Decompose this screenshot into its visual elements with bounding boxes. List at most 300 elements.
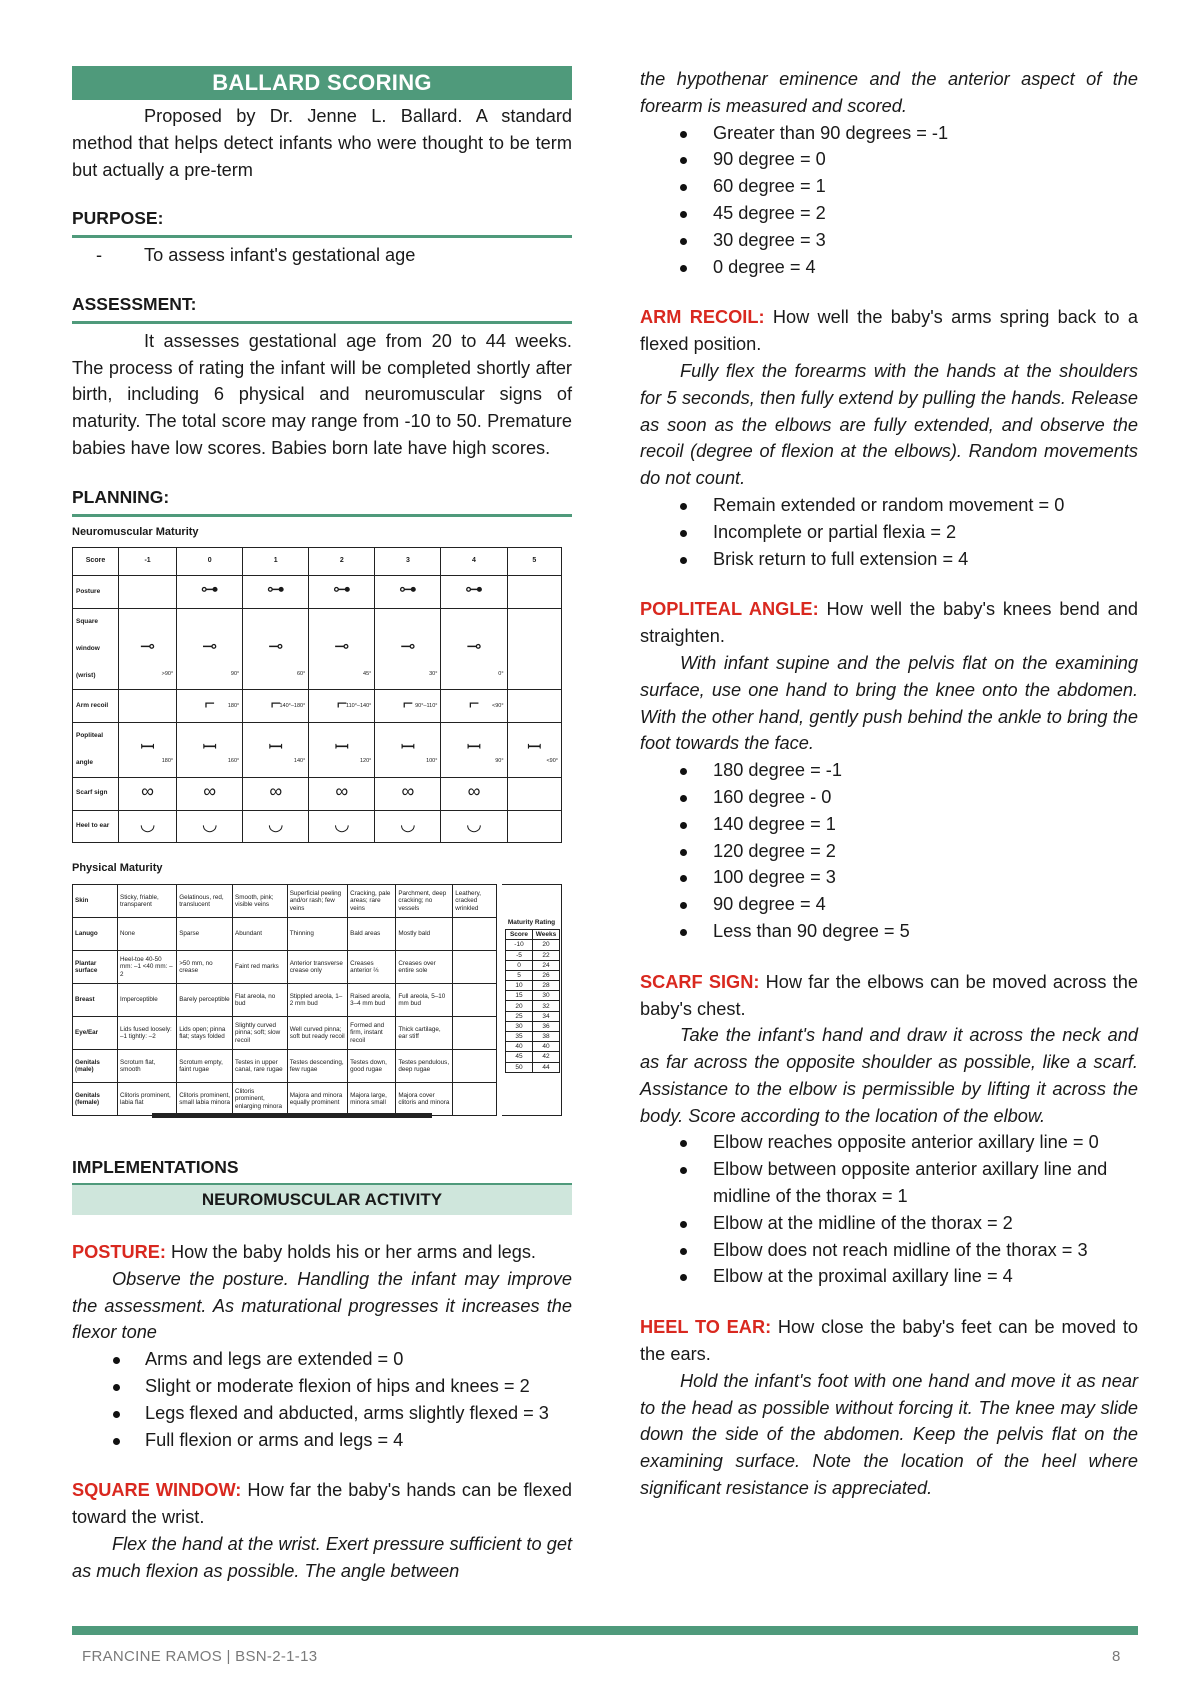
neuro-figure-cell <box>441 576 507 609</box>
phys-cell: Creases anterior ⅔ <box>348 951 396 984</box>
infant-figure-icon: ◡ <box>139 813 156 834</box>
phys-cell: Clitoris prominent, enlarging minora <box>233 1083 288 1116</box>
neuro-row-label: Scarf sign <box>73 777 119 810</box>
sq-item: 0 degree = 4 <box>713 256 816 277</box>
rating-cell: 30 <box>533 991 560 1001</box>
phys-cell: Bald areas <box>348 918 396 951</box>
bullet-dot <box>680 1140 687 1147</box>
neuro-figure-cell <box>375 723 441 778</box>
left-column <box>72 66 572 1584</box>
neuro-figure-cell <box>119 810 177 843</box>
scarf-item: Elbow at the proximal axillary line = 4 <box>713 1266 1013 1287</box>
neuro-score-col-2: 0 <box>177 548 243 576</box>
infant-figure-icon: ꟷ <box>268 737 284 758</box>
assessment-text: It assesses gestational age from 20 to 44 weeks. The process of rating the infant will be completed shortly after birth, including 6 physical and neuromuscular signs of maturity. The total score may range from -10 to 50. Premature babies have low scores. Babies born late have high scores. <box>72 330 572 458</box>
scarf-list <box>640 1129 1138 1290</box>
implementations-heading: IMPLEMENTATIONS <box>72 1157 239 1178</box>
square-window-paragraph <box>72 1477 572 1531</box>
neuro-figure-cell <box>309 810 375 843</box>
phys-cell: Creases over entire sole <box>396 951 453 984</box>
phys-cell: Testes pendulous, deep rugae <box>396 1050 453 1083</box>
table-row <box>506 981 560 991</box>
scarf-item: Elbow at the midline of the thorax = 2 <box>713 1212 1013 1233</box>
popliteal-item: 120 degree = 2 <box>713 840 836 861</box>
infant-figure-icon: ∞ <box>269 780 283 801</box>
arm-recoil-list <box>640 492 1138 572</box>
bullet-dot <box>680 795 687 802</box>
list-item <box>640 838 1138 865</box>
list-item <box>72 242 572 269</box>
popliteal-list <box>640 757 1138 945</box>
list-item <box>640 120 1138 147</box>
page-number: 8 <box>1112 1648 1121 1665</box>
neuro-figure-cell <box>375 777 441 810</box>
bullet-dot <box>680 768 687 775</box>
infant-figure-icon: ⊶ <box>266 579 285 600</box>
posture-item: Full flexion or arms and legs = 4 <box>145 1429 404 1450</box>
bullet-dot <box>680 875 687 882</box>
spacer <box>640 572 1138 596</box>
spacer <box>72 1215 572 1239</box>
infant-figure-icon: ꟷ <box>526 737 542 758</box>
neuro-figure-cell <box>309 608 375 689</box>
bullet-dot <box>680 1274 687 1281</box>
phys-cell: Thinning <box>287 918 347 951</box>
rating-title: Maturity Rating <box>507 919 556 927</box>
table-row <box>506 1001 560 1011</box>
bullet-dot <box>680 265 687 272</box>
infant-figure-icon: ⊸ <box>202 636 218 657</box>
neuro-score-col-1: -1 <box>119 548 177 576</box>
maturity-rating-table <box>505 929 560 1073</box>
neuro-score-col-6: 4 <box>441 548 507 576</box>
infant-figure-icon: ⊶ <box>332 579 351 600</box>
phys-cell <box>453 984 497 1017</box>
physical-maturity-block <box>72 855 572 1116</box>
angle-label: <90° <box>492 703 504 710</box>
rating-cell: 50 <box>506 1062 533 1072</box>
square-window-instructions: Flex the hand at the wrist. Exert pressure sufficient to get as much flexion as possible. The angle between <box>72 1533 572 1581</box>
infant-figure-icon: ⊸ <box>466 636 482 657</box>
list-item <box>640 492 1138 519</box>
infant-figure-icon: ꟷ <box>202 737 217 758</box>
phys-cell: Majora cover clitoris and minora <box>396 1083 453 1116</box>
bullet-dot <box>680 184 687 191</box>
table-row <box>73 1083 497 1116</box>
neuro-figure-cell <box>309 723 375 778</box>
phys-cell: Well curved pinna; soft but ready recoil <box>287 1017 347 1050</box>
main-title-banner: BALLARD SCORING <box>72 66 572 100</box>
phys-cell: Testes in upper canal, rare rugae <box>233 1050 288 1083</box>
phys-cell <box>453 1050 497 1083</box>
rating-cell: 40 <box>506 1042 533 1052</box>
neuro-figure-cell <box>243 576 309 609</box>
neuro-score-header: Score <box>73 548 119 576</box>
rating-cell: 20 <box>506 1001 533 1011</box>
angle-label: 30° <box>429 670 438 677</box>
table-row <box>506 1021 560 1031</box>
table-row <box>506 950 560 960</box>
posture-item: Slight or moderate flexion of hips and knees = 2 <box>145 1375 530 1396</box>
posture-item: Arms and legs are extended = 0 <box>145 1349 404 1370</box>
angle-label: <90° <box>546 757 558 764</box>
phys-cell: Imperceptible <box>118 984 177 1017</box>
popliteal-item: Less than 90 degree = 5 <box>713 920 910 941</box>
table-row <box>73 690 562 723</box>
neuro-figure-cell <box>243 723 309 778</box>
bullet-dot <box>680 238 687 245</box>
neuro-figure-cell <box>309 777 375 810</box>
infant-figure-icon: ◡ <box>201 813 218 834</box>
dash-bullet: - <box>96 245 103 266</box>
infant-figure-icon: ⌐ <box>402 693 414 714</box>
posture-paragraph <box>72 1239 572 1266</box>
angle-label: 110°–140° <box>345 703 372 710</box>
bullet-dot <box>680 211 687 218</box>
scarf-desc: How far the elbows can be moved across the baby's chest. <box>640 971 1139 1019</box>
table-row <box>73 885 497 918</box>
angle-label: >90° <box>161 670 174 677</box>
bullet-dot <box>680 1167 687 1174</box>
right-column <box>640 66 1138 1502</box>
bullet-dot <box>680 849 687 856</box>
infant-figure-icon: ∞ <box>467 780 481 801</box>
scarf-instructions: Take the infant's hand and draw it across the neck and as far across the opposite shoulder as possible, like a scarf. Assistance to the elbow is permissible by lifting it across the body. Score according to the location of the elbow. <box>640 1025 1138 1126</box>
sq-item: Greater than 90 degrees = -1 <box>713 122 949 143</box>
spacer <box>640 1290 1138 1314</box>
phys-cell: Gelatinous, red, translucent <box>177 885 233 918</box>
neuro-figure-cell <box>243 810 309 843</box>
sq-item: 90 degree = 0 <box>713 149 826 170</box>
neuro-figure-cell <box>177 608 243 689</box>
phys-cell: Majora and minora equally prominent <box>287 1083 347 1116</box>
popliteal-item: 180 degree = -1 <box>713 760 842 781</box>
neuro-row-label: Arm recoil <box>73 690 119 723</box>
heel-title: HEEL TO EAR: <box>640 1317 772 1338</box>
assessment-rule <box>72 321 572 324</box>
phys-row-label: Eye/Ear <box>73 1017 118 1050</box>
bullet-dot <box>113 1411 120 1418</box>
heel-instructions: Hold the infant's foot with one hand and move it as near to the head as possible without forcing it. The knee may slide down the side of the abdomen. Keep the pelvis flat on the examining surface. Note the location of the heel where significant resistance is appreciated. <box>640 1370 1138 1499</box>
phys-cell: Abundant <box>233 918 288 951</box>
phys-cell: Scrotum empty, faint rugae <box>177 1050 233 1083</box>
neuro-figure-cell <box>119 723 177 778</box>
list-item <box>640 1237 1138 1264</box>
table-row <box>506 970 560 980</box>
phys-row-label: Lanugo <box>73 918 118 951</box>
arm-item: Remain extended or random movement = 0 <box>713 494 1065 515</box>
square-window-desc: How far the baby's hands can be flexed toward the wrist. <box>72 1480 572 1528</box>
rating-cell: 28 <box>533 981 560 991</box>
phys-cell: Thick cartilage, ear stiff <box>396 1017 453 1050</box>
table-row <box>73 1017 497 1050</box>
angle-label: 90° <box>495 757 504 764</box>
phys-cell: Lids fused loosely: –1 tightly: –2 <box>118 1017 177 1050</box>
bullet-dot <box>680 157 687 164</box>
infant-figure-icon: ⌐ <box>468 693 480 714</box>
phys-cell <box>453 1083 497 1116</box>
rating-cell: 22 <box>533 950 560 960</box>
phys-cell: Slightly curved pinna; soft; slow recoil <box>233 1017 288 1050</box>
phys-cell <box>453 951 497 984</box>
rating-cell: 0 <box>506 960 533 970</box>
scarf-item: Elbow between opposite anterior axillary line and midline of the thorax = 1 <box>713 1159 1108 1207</box>
phys-cell: Heel-toe 40-50 mm: –1 <40 mm: –2 <box>118 951 177 984</box>
list-item <box>640 173 1138 200</box>
rating-cell: 20 <box>533 940 560 950</box>
infant-figure-icon: ꟷ <box>400 737 416 758</box>
bullet-dot <box>680 902 687 909</box>
neuromuscular-activity-banner: NEUROMUSCULAR ACTIVITY <box>72 1183 572 1215</box>
neuro-figure-cell <box>119 576 177 609</box>
neuromuscular-maturity-table-block <box>72 519 572 844</box>
footer-rule <box>72 1626 1138 1635</box>
heel-desc: How close the baby's feet can be moved to the ears. <box>640 1317 1138 1365</box>
bullet-dot <box>680 1221 687 1228</box>
infant-figure-icon: ∞ <box>401 780 415 801</box>
neuro-score-col-5: 3 <box>375 548 441 576</box>
rating-cell: 5 <box>506 970 533 980</box>
arm-recoil-title: ARM RECOIL: <box>640 307 765 328</box>
phys-row-label: Skin <box>73 885 118 918</box>
neuro-figure-cell <box>243 608 309 689</box>
angle-label: 160° <box>227 757 240 764</box>
planning-rule <box>72 514 572 517</box>
rating-cell: 15 <box>506 991 533 1001</box>
infant-figure-icon: ◡ <box>267 813 284 834</box>
phys-cell: Clitoris prominent, small labia minora <box>177 1083 233 1116</box>
neuro-score-col-4: 2 <box>309 548 375 576</box>
neuro-figure-cell <box>441 723 507 778</box>
list-item <box>640 519 1138 546</box>
popliteal-item: 100 degree = 3 <box>713 867 836 888</box>
sq-item: 45 degree = 2 <box>713 202 826 223</box>
rating-cell: 26 <box>533 970 560 980</box>
rating-cell: 34 <box>533 1011 560 1021</box>
infant-figure-icon: ◡ <box>333 813 350 834</box>
rating-cell: 40 <box>533 1042 560 1052</box>
bullet-dot <box>680 822 687 829</box>
phys-cell: Faint red marks <box>233 951 288 984</box>
scan-artifact-bar <box>152 1113 432 1118</box>
posture-list <box>72 1346 572 1453</box>
rating-cell: 38 <box>533 1032 560 1042</box>
table-row <box>73 777 562 810</box>
rating-cell: -5 <box>506 950 533 960</box>
angle-label: 180° <box>227 703 240 710</box>
phys-cell: Lids open; pinna flat; stays folded <box>177 1017 233 1050</box>
phys-row-label: Breast <box>73 984 118 1017</box>
rating-cell: 32 <box>533 1001 560 1011</box>
neuro-figure-cell <box>243 690 309 723</box>
table-row <box>506 991 560 1001</box>
neuro-table <box>72 547 562 843</box>
infant-figure-icon: ⌐ <box>270 693 282 714</box>
popliteal-title: POPLITEAL ANGLE: <box>640 599 819 620</box>
phys-row-label: Genitals (male) <box>73 1050 118 1083</box>
purpose-heading: PURPOSE: <box>72 208 164 229</box>
popliteal-instructions: With infant supine and the pelvis flat on the examining surface, use one hand to bring the knee onto the abdomen. With the other hand, gently push behind the ankle to bring the foot towards the face. <box>640 652 1138 754</box>
infant-figure-icon: ꟷ <box>466 737 482 758</box>
list-item <box>640 254 1138 281</box>
neuro-figure-cell <box>507 576 561 609</box>
neuro-score-col-3: 1 <box>243 548 309 576</box>
phys-cell: Full areola, 5–10 mm bud <box>396 984 453 1017</box>
bullet-dot <box>680 131 687 138</box>
neuro-row-label: Posture <box>73 576 119 609</box>
purpose-item: To assess infant's gestational age <box>144 245 416 266</box>
bullet-dot <box>113 1357 120 1364</box>
neuro-row-label: Heel to ear <box>73 810 119 843</box>
phys-cell: >50 mm, no crease <box>177 951 233 984</box>
posture-instructions: Observe the posture. Handling the infant may improve the assessment. As maturational progresses it increases the flexor tone <box>72 1268 572 1343</box>
phys-cell: Barely perceptible <box>177 984 233 1017</box>
neuro-figure-cell <box>119 608 177 689</box>
popliteal-item: 140 degree = 1 <box>713 813 836 834</box>
sq-item: 60 degree = 1 <box>713 176 826 197</box>
infant-figure-icon: ◡ <box>400 813 416 834</box>
neuro-figure-cell <box>177 723 243 778</box>
arm-recoil-instructions: Fully flex the forearms with the hands at the shoulders for 5 seconds, then fully extend by pulling the hands. Release as soon as the elbows are fully extended, and observe the recoil (degree of flexion at the elbows). Random movements do not count. <box>640 360 1138 489</box>
table-row <box>73 608 562 689</box>
infant-figure-icon: ∞ <box>335 780 349 801</box>
angle-label: 0° <box>498 670 504 677</box>
phys-cell: Parchment, deep cracking; no vessels <box>396 885 453 918</box>
neuro-figure-cell <box>375 810 441 843</box>
neuro-table-title: Neuromuscular Maturity <box>72 525 199 538</box>
neuro-figure-cell <box>441 777 507 810</box>
phys-cell: Superficial peeling and/or rash; few veins <box>287 885 347 918</box>
rating-cell: 24 <box>533 960 560 970</box>
list-item <box>640 811 1138 838</box>
phys-cell: Scrotum flat, smooth <box>118 1050 177 1083</box>
angle-label: 180° <box>161 757 174 764</box>
scarf-title: SCARF SIGN: <box>640 971 760 992</box>
bullet-dot <box>680 530 687 537</box>
square-window-list <box>640 120 1138 281</box>
infant-figure-icon: ⊶ <box>464 579 483 600</box>
table-row <box>73 984 497 1017</box>
rating-frame <box>502 884 562 1116</box>
phys-cell: Smooth, pink; visible veins <box>233 885 288 918</box>
table-row <box>73 576 562 609</box>
list-item <box>72 1373 572 1400</box>
list-item <box>640 227 1138 254</box>
phys-cell: None <box>118 918 177 951</box>
planning-heading: PLANNING: <box>72 486 170 507</box>
neuro-figure-cell <box>119 777 177 810</box>
neuro-figure-cell <box>177 777 243 810</box>
list-item <box>640 1210 1138 1237</box>
posture-title: POSTURE: <box>72 1241 166 1262</box>
phys-cell: Sticky, friable, transparent <box>118 885 177 918</box>
rating-cell: 36 <box>533 1021 560 1031</box>
angle-label: 100° <box>426 757 438 764</box>
rating-header-row <box>506 930 560 940</box>
rating-header: Weeks <box>533 930 560 940</box>
phys-cell <box>453 1017 497 1050</box>
list-item <box>72 1346 572 1373</box>
assessment-heading: ASSESSMENT: <box>72 293 197 314</box>
phys-table <box>72 884 497 1116</box>
list-item <box>640 918 1138 945</box>
phys-row-label: Plantar surface <box>73 951 118 984</box>
list-item <box>72 1427 572 1454</box>
table-row <box>73 918 497 951</box>
table-row <box>506 960 560 970</box>
phys-row-label: Genitals (female) <box>73 1083 118 1116</box>
neuro-figure-cell <box>507 810 561 843</box>
neuro-figure-cell <box>375 576 441 609</box>
bullet-dot <box>680 557 687 564</box>
bullet-dot <box>680 1248 687 1255</box>
neuro-figure-cell <box>375 690 441 723</box>
table-row <box>73 1050 497 1083</box>
phys-cell: Stippled areola, 1–2 mm bud <box>287 984 347 1017</box>
square-window-title: SQUARE WINDOW: <box>72 1480 242 1501</box>
infant-figure-icon: ⊶ <box>398 579 417 600</box>
neuro-figure-cell <box>309 576 375 609</box>
neuro-figure-cell <box>177 576 243 609</box>
scarf-paragraph <box>640 969 1138 1023</box>
phys-cell: Testes down, good rugae <box>348 1050 396 1083</box>
list-item <box>640 784 1138 811</box>
square-window-continued: the hypothenar eminence and the anterior aspect of the forearm is measured and scored. <box>640 69 1138 116</box>
list-item <box>640 146 1138 173</box>
infant-figure-icon: ꟷ <box>334 737 350 758</box>
arm-recoil-desc: How well the baby's arms spring back to a flexed position. <box>640 307 1138 355</box>
neuro-figure-cell <box>177 810 243 843</box>
phys-cell: Mostly bald <box>396 918 453 951</box>
spacer <box>72 1453 572 1477</box>
table-row <box>73 951 497 984</box>
table-row <box>73 723 562 778</box>
phys-cell: Sparse <box>177 918 233 951</box>
phys-cell: Raised areola, 3–4 mm bud <box>348 984 396 1017</box>
rating-cell: 25 <box>506 1011 533 1021</box>
list-item <box>640 546 1138 573</box>
phys-cell: Cracking, pale areas; rare veins <box>348 885 396 918</box>
list-item <box>640 1129 1138 1156</box>
infant-figure-icon: ⊸ <box>268 636 284 657</box>
rating-cell: -10 <box>506 940 533 950</box>
phys-cell: Flat areola, no bud <box>233 984 288 1017</box>
arm-item: Incomplete or partial flexia = 2 <box>713 521 957 542</box>
arm-item: Brisk return to full extension = 4 <box>713 548 969 569</box>
table-row <box>506 1042 560 1052</box>
sq-item: 30 degree = 3 <box>713 229 826 250</box>
neuro-figure-cell <box>441 608 507 689</box>
scarf-item: Elbow reaches opposite anterior axillary line = 0 <box>713 1132 1099 1153</box>
rating-cell: 10 <box>506 981 533 991</box>
infant-figure-icon: ⊸ <box>334 636 350 657</box>
list-item <box>640 200 1138 227</box>
rating-cell: 45 <box>506 1052 533 1062</box>
table-row <box>73 810 562 843</box>
table-row <box>506 940 560 950</box>
spacer <box>640 945 1138 969</box>
neuro-figure-cell <box>309 690 375 723</box>
popliteal-paragraph <box>640 596 1138 650</box>
list-item <box>640 891 1138 918</box>
infant-figure-icon: ⊸ <box>400 636 416 657</box>
list-item <box>640 1156 1138 1210</box>
scarf-item: Elbow does not reach midline of the thorax = 3 <box>713 1239 1088 1260</box>
rating-cell: 35 <box>506 1032 533 1042</box>
table-row <box>506 1011 560 1021</box>
neuro-figure-cell <box>441 690 507 723</box>
heel-paragraph <box>640 1314 1138 1368</box>
